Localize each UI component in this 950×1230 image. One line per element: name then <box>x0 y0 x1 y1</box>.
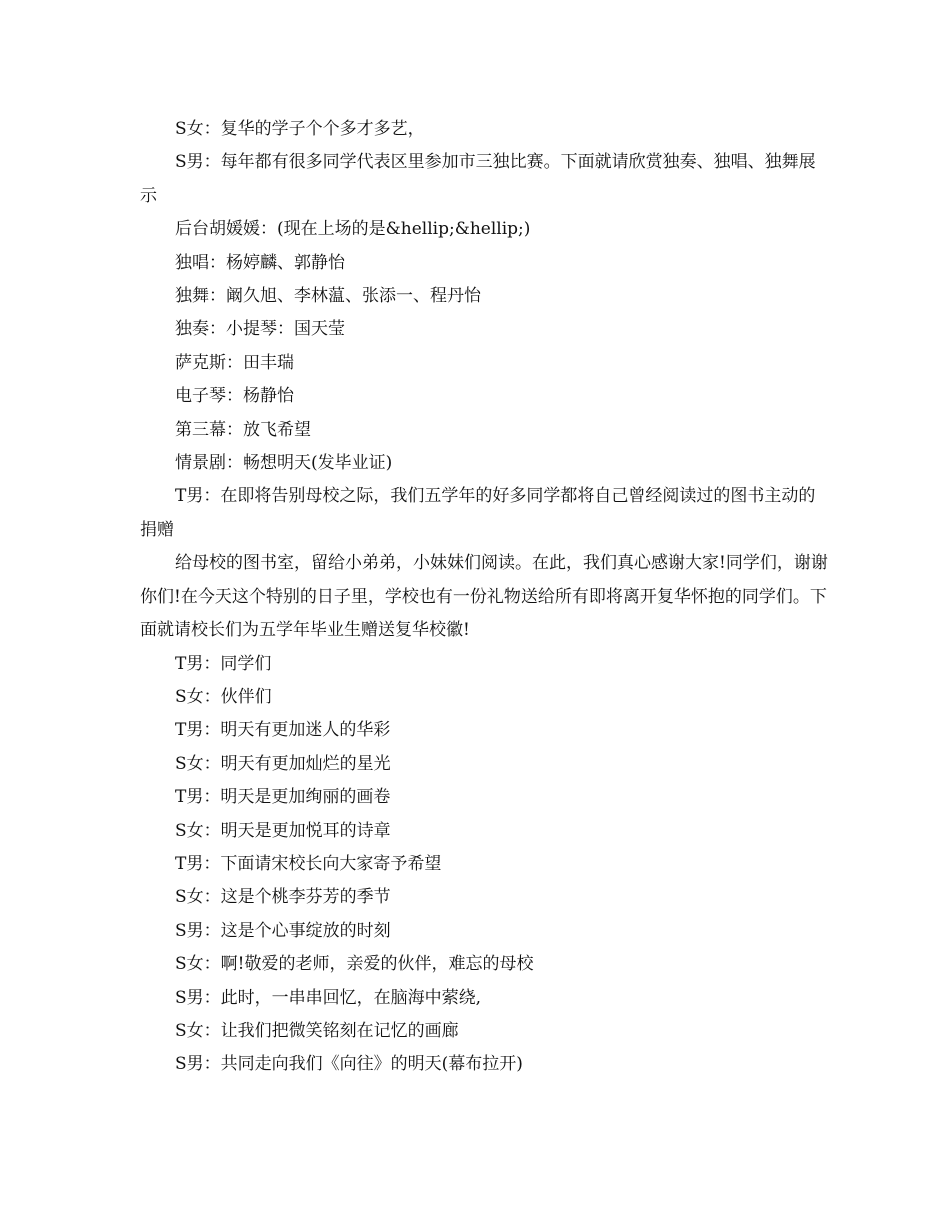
paragraph: T男：下面请宋校长向大家寄予希望 <box>175 853 442 874</box>
paragraph: T男：明天有更加迷人的华彩 <box>175 720 391 741</box>
paragraph: S女：明天有更加灿烂的星光 <box>175 753 391 774</box>
document-body <box>140 113 830 1082</box>
paragraph: S男：共同走向我们《向往》的明天(幕布拉开) <box>175 1054 523 1075</box>
paragraph: 第三幕：放飞希望 <box>175 419 311 440</box>
paragraph: T男：在即将告别母校之际，我们五学年的好多同学都将自己曾经阅读过的图书主动的捐赠 <box>140 486 816 540</box>
paragraph: S女：明天是更加悦耳的诗章 <box>175 820 391 841</box>
paragraph: S女：让我们把微笑铭刻在记忆的画廊 <box>175 1020 459 1041</box>
paragraph: S女：复华的学子个个多才多艺， <box>175 119 425 139</box>
paragraph: S男：此时，一串串回忆，在脑海中萦绕, <box>175 987 482 1008</box>
paragraph: 情景剧：畅想明天(发毕业证) <box>175 453 393 474</box>
paragraph: 独唱：杨婷麟、郭静怡 <box>175 252 345 273</box>
paragraph: S男：这是个心事绽放的时刻 <box>175 920 391 941</box>
paragraph: 电子琴：杨静怡 <box>175 386 294 407</box>
paragraph: S女：啊!敬爱的老师，亲爱的伙伴，难忘的母校 <box>175 954 534 975</box>
paragraph: T男：明天是更加绚丽的画卷 <box>175 787 391 808</box>
paragraph: S女：伙伴们 <box>175 686 272 707</box>
paragraph: 后台胡媛媛：(现在上场的是&hellip;&hellip;) <box>175 219 531 240</box>
paragraph: 独奏：小提琴：国天莹 <box>175 319 345 340</box>
paragraph: S男：每年都有很多同学代表区里参加市三独比赛。下面就请欣赏独奏、独唱、独舞展示 <box>140 152 816 206</box>
paragraph: T男：同学们 <box>175 653 272 674</box>
paragraph: S女：这是个桃李芬芳的季节 <box>175 887 391 908</box>
paragraph: 萨克斯：田丰瑞 <box>175 352 294 373</box>
paragraph: 给母校的图书室，留给小弟弟，小妹妹们阅读。在此，我们真心感谢大家!同学们，谢谢你们!在今天这个特别的日子里，学校也有一份礼物送给所有即将离开复华怀抱的同学们。下面就请校长们为五学年毕业生赠送复华校徽! <box>140 553 828 641</box>
paragraph: 独舞：阚久旭、李林蕰、张添一、程丹怡 <box>175 286 481 307</box>
